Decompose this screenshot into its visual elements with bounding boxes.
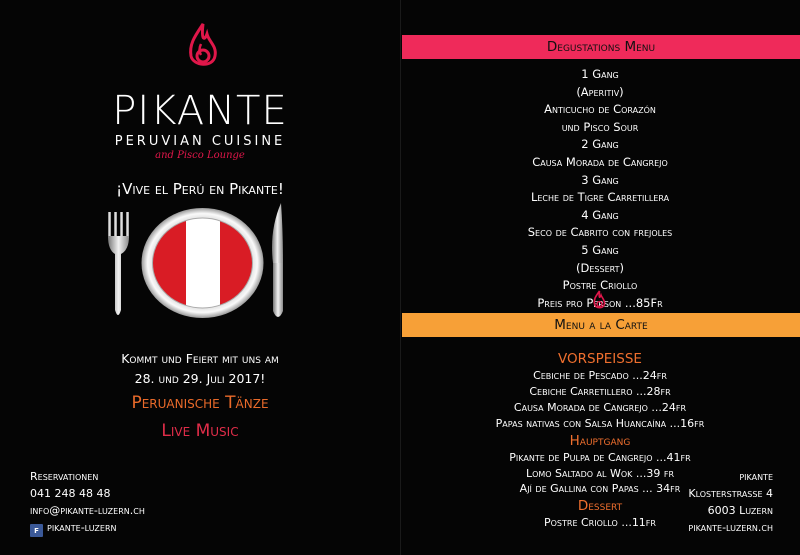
event-line-2: 28. und 29. Juli 2017! (134, 371, 266, 386)
degustation-header: Degustations Menu (402, 35, 800, 59)
fork-icon (100, 210, 136, 322)
email-link[interactable]: info@pikante-luzern.ch (30, 504, 145, 517)
address-street: Klosterstrasse 4 (688, 487, 773, 500)
menu-line: Ají de Gallina con Papas ... 34fr (519, 482, 681, 496)
brand-name: PIKANTE (112, 88, 288, 134)
menu-line: Pikante de Pulpa de Cangrejo ...41fr (509, 450, 691, 464)
menu-line: Lomo Saltado al Wok ...39 fr (525, 466, 675, 480)
menu-line: Causa Morada de Cangrejo ...24fr (513, 400, 687, 414)
event-line-1: Kommt und Feiert mit uns am (121, 351, 279, 366)
brand-subtitle: PERUVIAN CUISINE (114, 134, 286, 149)
menu-line: Papas nativas con Salsa Huancaína ...16fr (495, 416, 705, 430)
address-city: 6003 Luzern (707, 504, 773, 517)
reservations-label: Reservationen (30, 470, 99, 483)
section-hauptgang: Hauptgang (569, 432, 631, 449)
menu-line: Anticucho de Corazón (544, 102, 656, 117)
slogan: ¡Vive el Perú en Pikante! (116, 180, 284, 198)
menu-line: (Aperitiv) (576, 84, 624, 99)
menu-line: Postre Criollo (562, 278, 638, 293)
menu-line: Causa Morada de Cangrejo (532, 154, 668, 169)
menu-line: 4 Gang (581, 207, 619, 222)
carte-list (400, 350, 800, 531)
menu-line: Cebiche de Pescado ...24fr (533, 369, 667, 382)
menu-line: und Pisco Sour (561, 119, 639, 134)
section-dessert: Dessert (577, 498, 623, 515)
event-dance: Peruanische Tänze (131, 393, 269, 413)
menu-line: 3 Gang (581, 172, 619, 187)
facebook-icon: f (30, 524, 43, 537)
menu-price: Preis pro Person ...85Fr (537, 295, 663, 310)
menu-line: Cebiche Carretillero ...28fr (529, 384, 671, 398)
contact-left (30, 468, 145, 537)
knife-icon (265, 201, 295, 325)
event-music: Live Music (161, 421, 239, 441)
menu-line: Seco de Cabrito con frejoles (527, 225, 673, 240)
degustation-list (400, 66, 800, 312)
small-flame-icon (592, 290, 607, 310)
carte-header: Menu a la Carte (402, 313, 800, 337)
facebook-handle: pikante-luzern (47, 521, 117, 534)
menu-line: Leche de Tigre Carretillera (530, 190, 670, 205)
pisco-lounge: and Pisco Lounge (155, 150, 245, 161)
website-link[interactable]: pikante-luzern.ch (688, 521, 773, 534)
phone-number[interactable]: 041 248 48 48 (30, 487, 111, 500)
menu-line: Postre Criollo ...11fr (544, 516, 656, 530)
menu-line: (Dessert) (576, 260, 624, 275)
flame-logo-icon (185, 22, 221, 72)
address-name: pikante (739, 470, 773, 483)
section-vorspeisse: VORSPEISSE (558, 351, 642, 367)
facebook-link[interactable] (30, 519, 145, 537)
menu-line: 1 Gang (581, 67, 619, 81)
plate-flag-icon (140, 206, 265, 320)
menu-line: 5 Gang (581, 242, 619, 257)
menu-line: 2 Gang (581, 137, 619, 152)
